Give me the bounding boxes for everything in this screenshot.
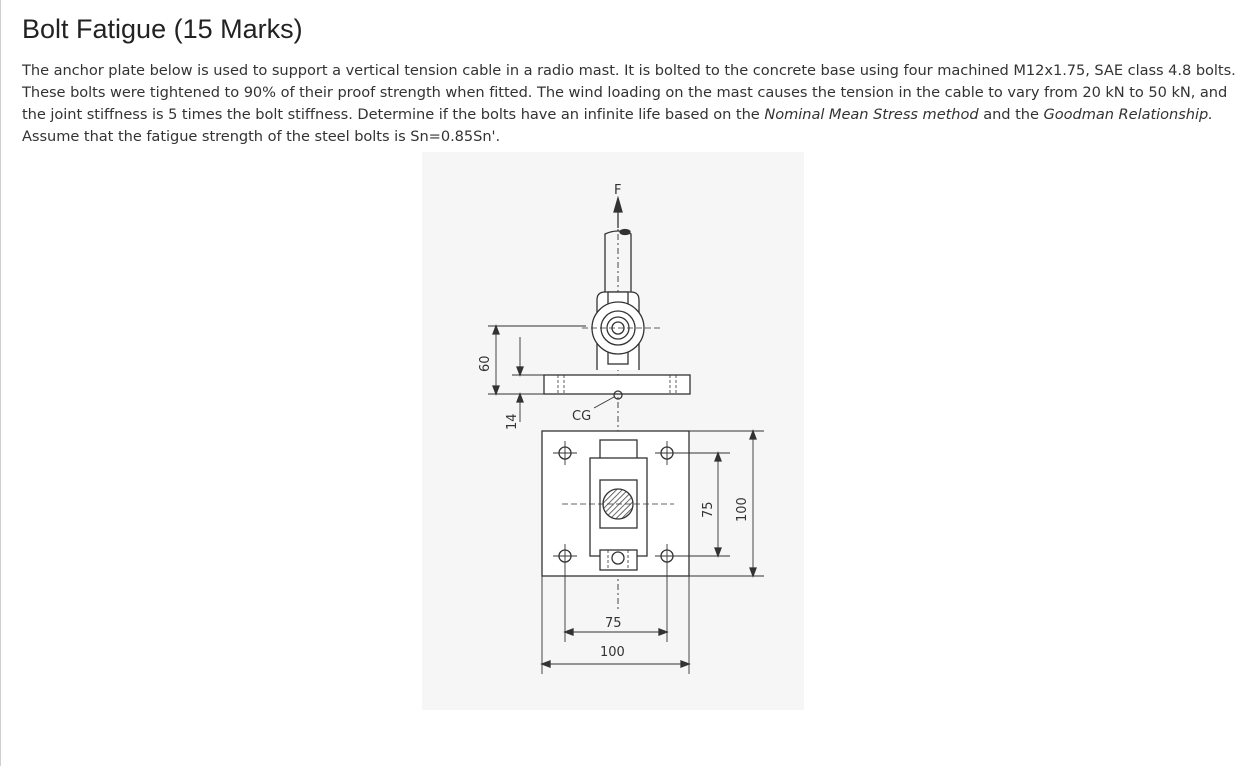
question-title: Bolt Fatigue (15 Marks) (22, 14, 303, 44)
dim-label-14: 14 (505, 413, 520, 430)
question-text-part2: Assume that the fatigue strength of the steel bolts is Sn=0.85Sn'. (22, 128, 501, 145)
page-left-border (0, 0, 1, 766)
relationship-name: Goodman Relationship. (1043, 106, 1213, 123)
dim-label-100-vertical: 100 (735, 497, 750, 522)
cg-leader (594, 397, 614, 408)
dim-label-60: 60 (478, 355, 493, 372)
force-label: F (614, 183, 622, 198)
method-name: Nominal Mean Stress method (764, 106, 979, 123)
anchor-plate-drawing (422, 152, 804, 710)
question-text-and: and the (978, 106, 1044, 123)
dim-label-100-horizontal: 100 (600, 645, 625, 660)
anchor-plate-svg (422, 152, 804, 710)
dim-label-75-vertical: 75 (701, 501, 716, 518)
question-text (22, 60, 1237, 148)
question-text-part1: The anchor plate below is used to support a vertical tension cable in a radio mast. It is bolted to the concrete base using four machined M12x1.75, SAE class 4.8 bolts. These bolts were tightened to 90% of their proof strength when fitted. The wind loading on the mast causes the tension in the cable to vary from 20 kN to 50 kN, and the joint stiffness is 5 times the bolt stiffness. Determine if the bolts have an infinite life based on the (22, 62, 1236, 123)
cg-label: CG (572, 409, 592, 424)
dim-label-75-horizontal: 75 (605, 616, 622, 631)
question-block (22, 0, 1237, 148)
